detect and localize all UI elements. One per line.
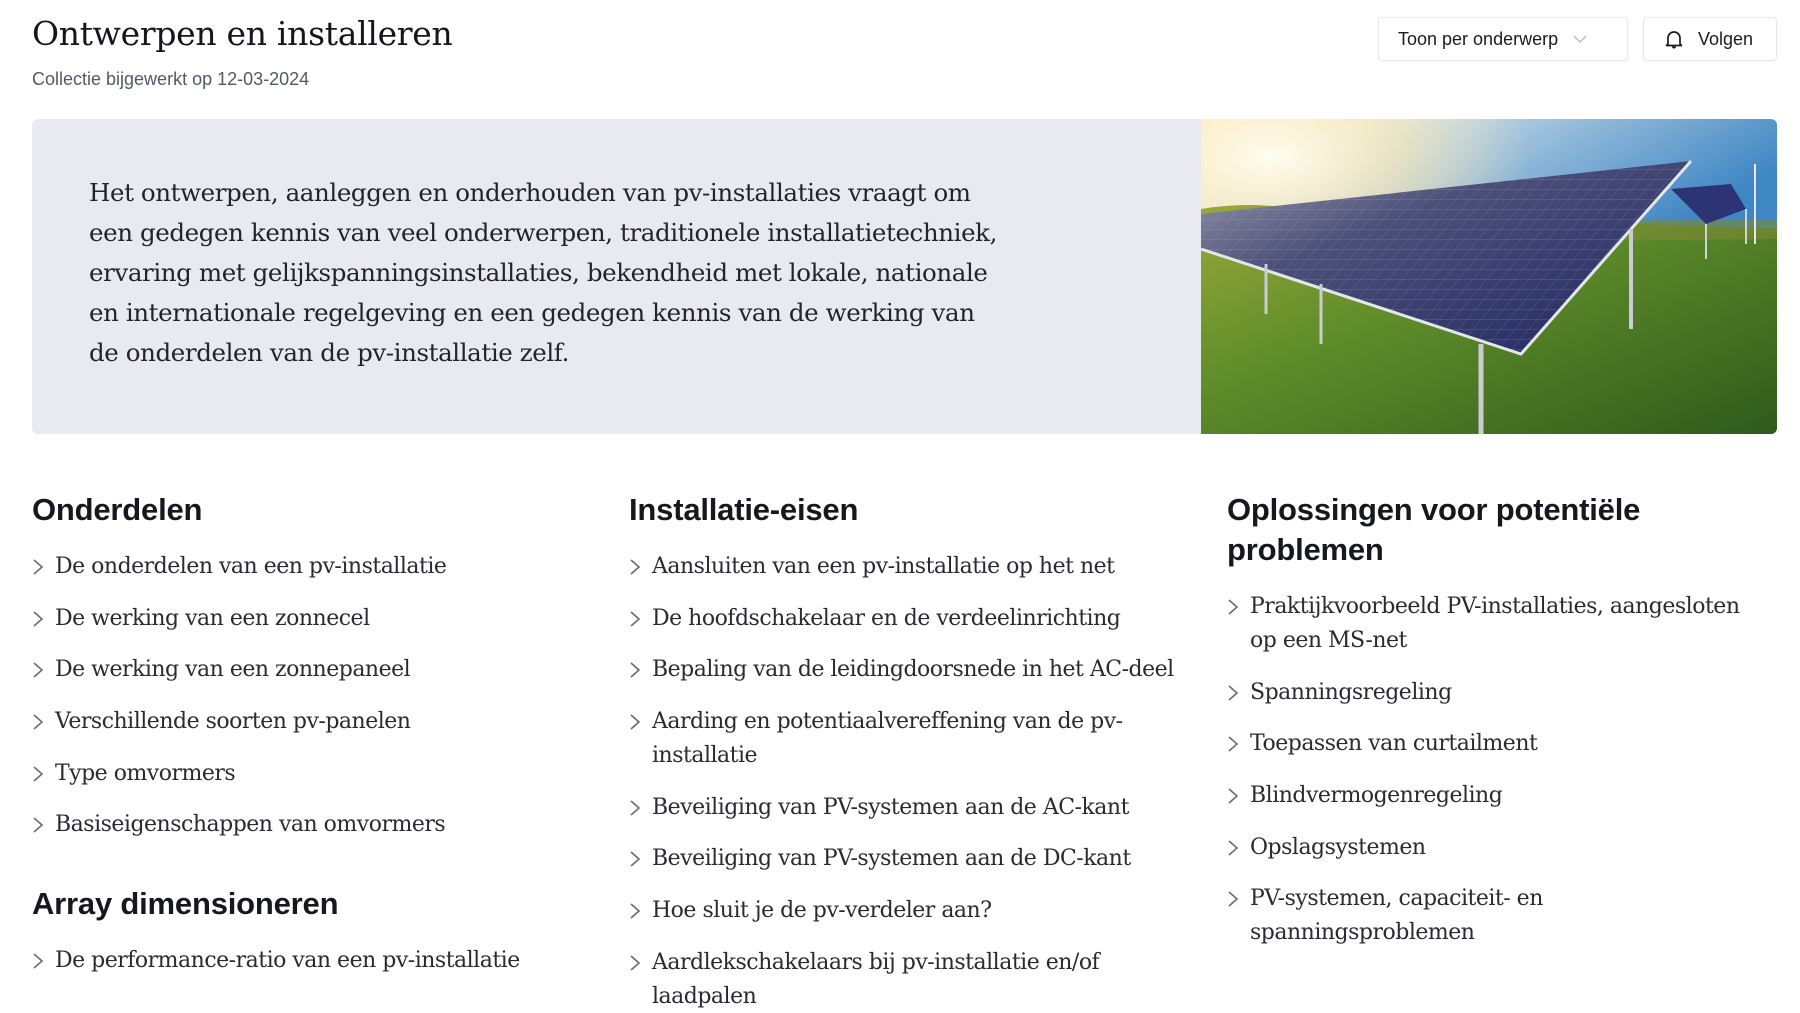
section-array-dimensioneren (32, 884, 592, 978)
chevron-right-icon (629, 550, 643, 584)
chevron-right-icon (32, 757, 46, 791)
chevron-right-icon (629, 705, 643, 739)
chevron-right-icon (1227, 882, 1241, 916)
chevron-right-icon (629, 791, 643, 825)
topic-link[interactable] (32, 550, 592, 584)
chevron-right-icon (1227, 676, 1241, 710)
topic-label: De werking van een zonnecel (55, 605, 370, 631)
topic-list (1227, 590, 1767, 950)
topic-link[interactable] (629, 894, 1189, 928)
topic-link[interactable] (1227, 590, 1767, 658)
page-title: Ontwerpen en installeren (32, 14, 453, 53)
chevron-right-icon (32, 944, 46, 978)
view-by-topic-dropdown[interactable] (1378, 17, 1628, 61)
topic-label: Spanningsregeling (1250, 679, 1452, 705)
chevron-right-icon (629, 842, 643, 876)
topic-link[interactable] (629, 946, 1189, 1013)
bell-icon (1662, 27, 1686, 51)
chevron-right-icon (1227, 831, 1241, 865)
topic-label: Beveiliging van PV-systemen aan de DC-kant (652, 846, 1131, 872)
intro-text: Het ontwerpen, aanleggen en onderhouden van pv-installaties vraagt om een gedegen kennis van veel onderwerpen, traditionele installatietechniek, ervaring met gelijkspanningsinstallaties, bekendheid met lokale, nationale en internationale regelgeving en een gedegen kennis van de werking van de onderdelen van de pv-installatie zelf. (32, 119, 1201, 434)
chevron-right-icon (32, 653, 46, 687)
chevron-right-icon (32, 602, 46, 636)
chevron-right-icon (32, 705, 46, 739)
topic-label: Opslagsystemen (1250, 834, 1426, 860)
topic-label: De werking van een zonnepaneel (55, 657, 411, 683)
section-heading: Installatie-eisen (629, 492, 859, 527)
chevron-right-icon (629, 946, 643, 980)
topic-link[interactable] (1227, 831, 1767, 865)
section-installatie-eisen (629, 490, 1189, 1013)
topic-link[interactable] (629, 653, 1189, 687)
topic-label: Beveiliging van PV-systemen aan de AC-kant (652, 794, 1129, 820)
topic-link[interactable] (1227, 727, 1767, 761)
chevron-right-icon (629, 894, 643, 928)
topic-label: Praktijkvoorbeeld PV-installaties, aangesloten op een MS-net (1250, 594, 1740, 653)
topic-list (32, 944, 592, 978)
topic-link[interactable] (32, 808, 592, 842)
column-solutions (1227, 490, 1767, 968)
topic-link[interactable] (629, 550, 1189, 584)
chevron-right-icon (32, 550, 46, 584)
topic-link[interactable] (1227, 676, 1767, 710)
topic-label: Toepassen van curtailment (1250, 731, 1538, 757)
topic-link[interactable] (629, 705, 1189, 773)
chevron-right-icon (629, 653, 643, 687)
topic-label: Basiseigenschappen van omvormers (55, 812, 446, 838)
topic-link[interactable] (32, 757, 592, 791)
topic-label: Aardlekschakelaars bij pv-installatie en/of laadpalen (652, 949, 1100, 1009)
topic-link[interactable] (629, 791, 1189, 825)
chevron-right-icon (32, 808, 46, 842)
topic-label: Hoe sluit je de pv-verdeler aan? (652, 898, 992, 924)
topic-list (629, 550, 1189, 1013)
topic-link[interactable] (32, 705, 592, 739)
topic-link[interactable] (32, 944, 592, 978)
topic-label: De performance-ratio van een pv-installatie (55, 948, 520, 974)
topic-link[interactable] (32, 653, 592, 687)
chevron-right-icon (1227, 590, 1241, 624)
section-onderdelen (32, 490, 592, 842)
column-components (32, 490, 592, 996)
topic-link[interactable] (1227, 882, 1767, 950)
chevron-down-icon (1572, 31, 1588, 47)
topic-label: Aansluiten van een pv-installatie op het net (652, 554, 1115, 579)
column-installation-requirements (629, 490, 1189, 1013)
section-heading: Oplossingen voor potentiële problemen (1227, 492, 1641, 567)
collection-updated-date: Collectie bijgewerkt op 12-03-2024 (32, 69, 310, 89)
follow-label: Volgen (1698, 28, 1754, 49)
topic-label: Bepaling van de leidingdoorsnede in het AC-deel (652, 657, 1174, 683)
topic-link[interactable] (1227, 779, 1767, 813)
topic-label: Type omvormers (55, 760, 236, 786)
section-heading: Onderdelen (32, 492, 203, 527)
topic-link[interactable] (629, 602, 1189, 636)
chevron-right-icon (629, 602, 643, 636)
section-heading: Array dimensioneren (32, 886, 339, 922)
topic-link[interactable] (32, 602, 592, 636)
chevron-right-icon (1227, 779, 1241, 813)
topic-label: Verschillende soorten pv-panelen (55, 709, 411, 735)
solar-panels-image (1201, 119, 1777, 434)
topic-label: PV-systemen, capaciteit- en spanningsproblemen (1250, 886, 1543, 946)
topic-list (32, 550, 592, 842)
hero-banner (32, 119, 1777, 434)
topic-label: De onderdelen van een pv-installatie (55, 554, 447, 579)
chevron-right-icon (1227, 727, 1241, 761)
section-oplossingen (1227, 490, 1767, 950)
topic-label: De hoofdschakelaar en de verdeelinrichting (652, 605, 1121, 631)
topic-label: Blindvermogenregeling (1250, 783, 1503, 809)
follow-button[interactable] (1643, 17, 1777, 61)
view-by-topic-label: Toon per onderwerp (1398, 28, 1559, 49)
topic-label: Aarding en potentiaalvereffening van de pv-installatie (652, 709, 1123, 769)
topic-link[interactable] (629, 842, 1189, 876)
